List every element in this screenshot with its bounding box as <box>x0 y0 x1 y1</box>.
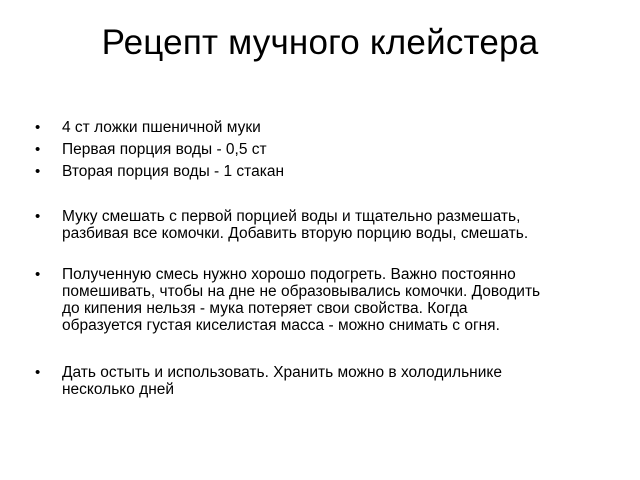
bullet-icon: • <box>35 163 41 180</box>
item-line: Дать остыть и использовать. Хранить можно в холодильнике <box>62 364 502 381</box>
recipe-item-water-2 <box>62 163 622 180</box>
recipe-item-flour <box>62 119 622 136</box>
bullet-icon: • <box>35 141 41 158</box>
recipe-item-cool <box>62 364 622 398</box>
recipe-item-water-1 <box>62 141 622 158</box>
item-line: Первая порция воды - 0,5 ст <box>62 141 267 158</box>
item-line: помешивать, чтобы на дне не образовывались комочки. Доводить <box>62 283 541 300</box>
item-line: 4 ст ложки пшеничной муки <box>62 119 261 136</box>
bullet-icon: • <box>35 266 41 283</box>
bullet-icon: • <box>35 364 41 381</box>
bullet-icon: • <box>35 119 41 136</box>
slide-title: Рецепт мучного клейстера <box>101 23 539 62</box>
item-line: до кипения нельзя - мука потеряет свои свойства. Когда <box>62 300 468 317</box>
item-line: образуется густая киселистая масса - можно снимать с огня. <box>62 317 500 334</box>
bullet-icon: • <box>35 208 41 225</box>
recipe-item-heat <box>62 266 622 334</box>
item-line: несколько дней <box>62 381 175 398</box>
item-line: Муку смешать с первой порцией воды и тщательно размешать, <box>62 208 521 225</box>
item-line: Полученную смесь нужно хорошо подогреть. Важно постоянно <box>62 266 516 283</box>
item-line: Вторая порция воды - 1 стакан <box>62 163 285 180</box>
recipe-item-mix <box>62 208 622 242</box>
item-line: разбивая все комочки. Добавить вторую порцию воды, смешать. <box>62 225 529 242</box>
